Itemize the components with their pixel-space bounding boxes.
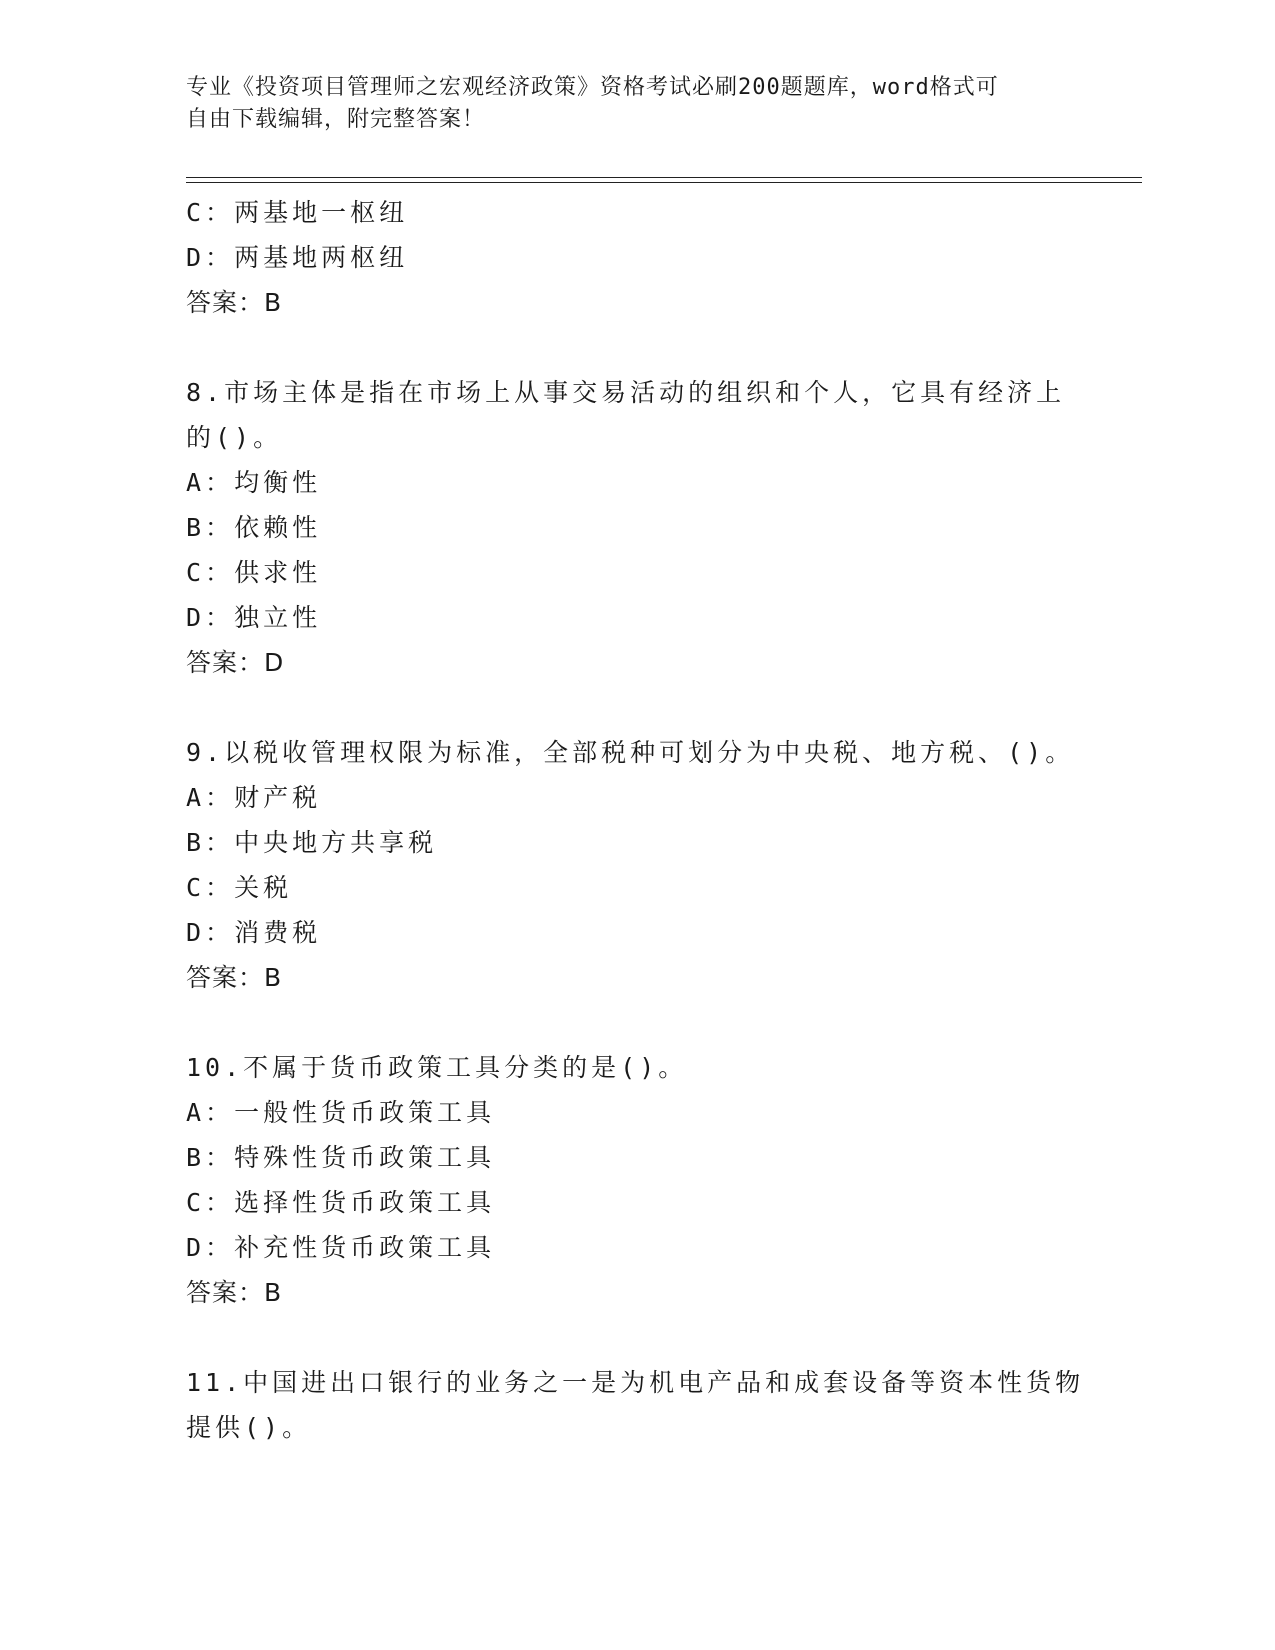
option-d: D：补充性货币政策工具	[186, 1233, 496, 1262]
option-c: C：两基地一枢纽	[186, 198, 409, 227]
question-10	[186, 1045, 1086, 1315]
question-8	[186, 370, 1086, 685]
header-divider-top	[186, 177, 1142, 178]
option-c: C：关税	[186, 873, 293, 902]
question-fragment	[186, 190, 1086, 325]
option-a: A：均衡性	[186, 468, 322, 497]
question-stem: 8.市场主体是指在市场上从事交易活动的组织和个人，它具有经济上	[186, 378, 1066, 407]
option-c: C：选择性货币政策工具	[186, 1188, 496, 1217]
option-a: A：财产税	[186, 783, 322, 812]
question-9	[186, 730, 1086, 1000]
header-divider-bottom	[186, 182, 1142, 183]
option-c: C：供求性	[186, 558, 322, 587]
option-d: D：独立性	[186, 603, 322, 632]
answer-line: 答案：B	[186, 1278, 283, 1307]
option-b: B：中央地方共享税	[186, 828, 438, 857]
question-stem: 11.中国进出口银行的业务之一是为机电产品和成套设备等资本性货物	[186, 1368, 1085, 1397]
answer-line: 答案：B	[186, 288, 283, 317]
question-stem-continued: 提供()。	[186, 1413, 312, 1442]
option-b: B：特殊性货币政策工具	[186, 1143, 496, 1172]
answer-line: 答案：B	[186, 963, 283, 992]
question-stem: 9.以税收管理权限为标准，全部税种可划分为中央税、地方税、()。	[186, 738, 1075, 767]
header-line-1: 专业《投资项目管理师之宏观经济政策》资格考试必刷200题题库，word格式可	[186, 75, 999, 100]
header-line-2: 自由下载编辑，附完整答案！	[186, 107, 486, 132]
option-b: B：依赖性	[186, 513, 322, 542]
question-stem: 10.不属于货币政策工具分类的是()。	[186, 1053, 688, 1082]
question-stem-continued: 的()。	[186, 423, 283, 452]
question-11	[186, 1360, 1086, 1450]
option-a: A：一般性货币政策工具	[186, 1098, 496, 1127]
option-d: D：两基地两枢纽	[186, 243, 409, 272]
question-list	[186, 190, 1086, 1450]
option-d: D：消费税	[186, 918, 322, 947]
answer-line: 答案：D	[186, 648, 285, 677]
page-header	[186, 72, 1066, 136]
